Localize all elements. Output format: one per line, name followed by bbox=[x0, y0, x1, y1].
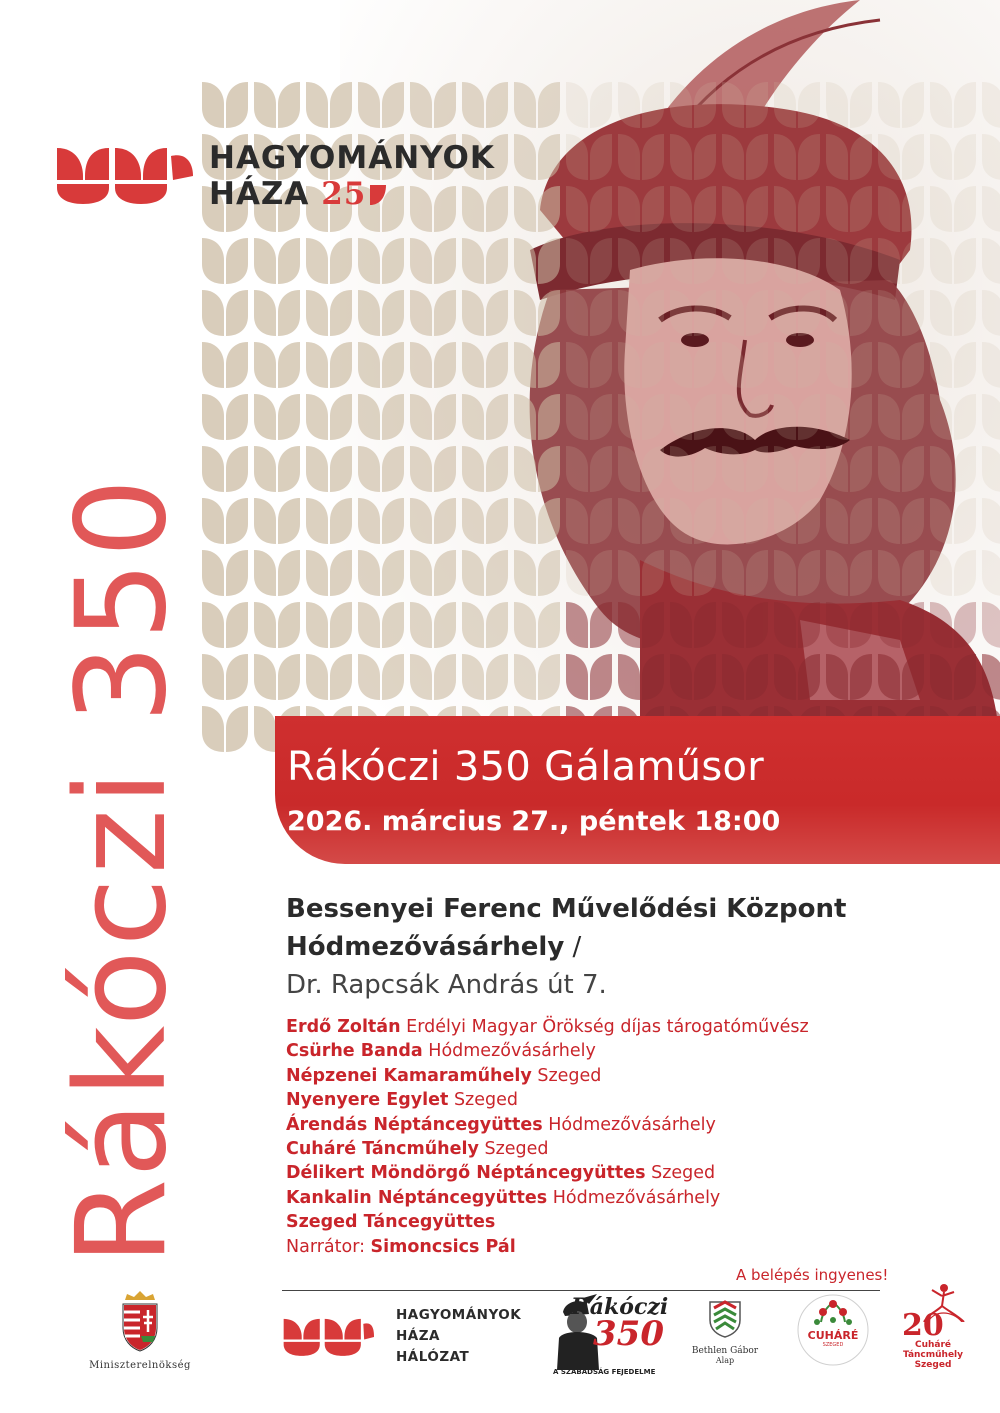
leaf-tile bbox=[618, 446, 664, 492]
leaf-tile bbox=[306, 446, 352, 492]
leaf-tile bbox=[826, 290, 872, 336]
leaf-tile bbox=[202, 394, 248, 440]
venue-block bbox=[286, 890, 846, 1004]
leaf-tile bbox=[358, 602, 404, 648]
leaf-tile bbox=[254, 290, 300, 336]
venue-name: Bessenyei Ferenc Művelődési Központ bbox=[286, 894, 847, 924]
leaf-tile bbox=[306, 342, 352, 388]
leaf-tile bbox=[982, 342, 1000, 388]
leaf-tile bbox=[462, 550, 508, 596]
leaf-tile bbox=[722, 446, 768, 492]
leaf-tile bbox=[410, 654, 456, 700]
leaf-tile bbox=[982, 446, 1000, 492]
list-item: Népzenei Kamaraműhely Szeged bbox=[286, 1065, 602, 1086]
leaf-tile bbox=[566, 238, 612, 284]
list-item: Szeged Táncegyüttes bbox=[286, 1212, 496, 1233]
cuhare-name: CUHÁRÉ bbox=[807, 1329, 859, 1342]
leaf-tile bbox=[878, 550, 924, 596]
leaf-tile bbox=[254, 654, 300, 700]
leaf-tile bbox=[982, 550, 1000, 596]
leaf-tile bbox=[462, 342, 508, 388]
leaf-tile bbox=[566, 654, 612, 700]
leaf-tile bbox=[982, 602, 1000, 648]
venue-address: Dr. Rapcsák András út 7. bbox=[286, 970, 607, 1000]
leaf-tile bbox=[982, 82, 1000, 128]
leaf-tile bbox=[254, 394, 300, 440]
rakoczi-word: Rákóczi bbox=[571, 1294, 669, 1320]
leaf-tile bbox=[514, 446, 560, 492]
tanc-line1: Cuháré bbox=[914, 1340, 952, 1350]
leaf-tile bbox=[982, 238, 1000, 284]
tanc-number: 20 bbox=[902, 1308, 944, 1343]
leaf-tile bbox=[306, 82, 352, 128]
leaf-tile bbox=[462, 238, 508, 284]
leaf-tile bbox=[202, 550, 248, 596]
leaf-tile bbox=[982, 134, 1000, 180]
leaf-tile bbox=[410, 238, 456, 284]
leaf-tile bbox=[306, 498, 352, 544]
leaf-tile bbox=[722, 238, 768, 284]
leaf-tile bbox=[566, 134, 612, 180]
leaf-tile bbox=[254, 550, 300, 596]
leaf-tile bbox=[618, 238, 664, 284]
leaf-tile bbox=[202, 82, 248, 128]
leaf-tile bbox=[514, 290, 560, 336]
leaf-tile bbox=[202, 446, 248, 492]
brand-number: 25 bbox=[321, 176, 367, 212]
leaf-tile bbox=[462, 290, 508, 336]
leaf-tile bbox=[306, 238, 352, 284]
free-entry-note: A belépés ingyenes! bbox=[736, 1266, 889, 1284]
leaf-tile bbox=[826, 602, 872, 648]
leaf-tile bbox=[202, 498, 248, 544]
leaf-tile bbox=[670, 602, 716, 648]
leaf-tile bbox=[930, 290, 976, 336]
leaf-tile bbox=[774, 342, 820, 388]
leaf-tile bbox=[618, 550, 664, 596]
leaf-tile bbox=[254, 342, 300, 388]
leaf-tile bbox=[930, 446, 976, 492]
leaf-tile bbox=[670, 446, 716, 492]
leaf-tile bbox=[618, 82, 664, 128]
ministry-logo bbox=[85, 1290, 195, 1371]
leaf-tile bbox=[878, 498, 924, 544]
leaf-tile bbox=[982, 290, 1000, 336]
leaf-tile bbox=[930, 654, 976, 700]
leaf-tile bbox=[566, 550, 612, 596]
leaf-tile bbox=[202, 290, 248, 336]
leaf-tile bbox=[566, 446, 612, 492]
leaf-tile bbox=[722, 186, 768, 232]
leaf-tile bbox=[410, 550, 456, 596]
cuhare-sub: SZEGED bbox=[822, 1342, 844, 1348]
leaf-tile bbox=[566, 290, 612, 336]
leaf-tile bbox=[878, 82, 924, 128]
leaf-tile bbox=[462, 446, 508, 492]
leaf-tile bbox=[826, 498, 872, 544]
leaf-tile bbox=[462, 394, 508, 440]
leaf-tile bbox=[670, 238, 716, 284]
leaf-tile bbox=[826, 134, 872, 180]
leaf-tile bbox=[566, 342, 612, 388]
leaf-tile bbox=[358, 446, 404, 492]
leaf-tile bbox=[826, 446, 872, 492]
network-line3: HÁLÓZAT bbox=[396, 1349, 470, 1365]
leaf-tile bbox=[670, 550, 716, 596]
leaf-tile bbox=[878, 394, 924, 440]
tanc-line2: Táncműhely bbox=[902, 1350, 964, 1360]
leaf-tile bbox=[514, 186, 560, 232]
leaf-tile bbox=[774, 654, 820, 700]
tanc-line3: Szeged bbox=[914, 1360, 952, 1370]
leaf-tile bbox=[930, 342, 976, 388]
list-item: Cuháré Táncműhely Szeged bbox=[286, 1139, 549, 1160]
leaf-tile bbox=[670, 654, 716, 700]
list-item: Erdő Zoltán Erdélyi Magyar Örökség díjas tárogatóművész bbox=[286, 1017, 809, 1037]
leaf-tile bbox=[514, 238, 560, 284]
bethlen-shield-icon bbox=[708, 1298, 742, 1338]
leaf-tile bbox=[618, 186, 664, 232]
leaf-tile bbox=[722, 394, 768, 440]
rakoczi-sub: A SZABADSÁG FEJEDELME bbox=[553, 1368, 656, 1376]
tulip-leaf-logo-icon bbox=[55, 146, 195, 206]
leaf-tile bbox=[618, 602, 664, 648]
leaf-tile bbox=[254, 446, 300, 492]
leaf-tile bbox=[878, 654, 924, 700]
leaf-tile bbox=[826, 186, 872, 232]
leaf-tile bbox=[722, 498, 768, 544]
leaf-tile bbox=[826, 342, 872, 388]
leaf-tile bbox=[618, 394, 664, 440]
leaf-tile bbox=[930, 602, 976, 648]
leaf-tile bbox=[878, 446, 924, 492]
leaf-tile bbox=[462, 654, 508, 700]
leaf-tile bbox=[826, 394, 872, 440]
event-banner bbox=[275, 716, 1000, 864]
leaf-tile bbox=[774, 550, 820, 596]
leaf-tile bbox=[202, 602, 248, 648]
leaf-tile bbox=[982, 498, 1000, 544]
leaf-tile bbox=[410, 446, 456, 492]
network-logo bbox=[282, 1305, 521, 1368]
leaf-tile bbox=[618, 498, 664, 544]
leaf-tile bbox=[566, 394, 612, 440]
leaf-tile bbox=[410, 290, 456, 336]
leaf-tile bbox=[722, 602, 768, 648]
narrator-line: Narrátor: Simoncsics Pál bbox=[286, 1236, 516, 1257]
leaf-tile bbox=[774, 238, 820, 284]
leaf-tile bbox=[306, 290, 352, 336]
list-item: Csürhe Banda Hódmezővásárhely bbox=[286, 1041, 596, 1062]
ministry-label: Miniszterelnökség bbox=[89, 1360, 191, 1371]
leaf-tile bbox=[358, 394, 404, 440]
leaf-tile bbox=[774, 134, 820, 180]
leaf-tile bbox=[514, 342, 560, 388]
leaf-tile bbox=[722, 290, 768, 336]
list-item: Nyenyere Egylet Szeged bbox=[286, 1090, 518, 1111]
leaf-tile bbox=[826, 82, 872, 128]
leaf-tile bbox=[618, 290, 664, 336]
leaf-tile bbox=[878, 290, 924, 336]
leaf-tile bbox=[254, 82, 300, 128]
leaf-tile bbox=[722, 134, 768, 180]
brand-line2: HÁZA bbox=[209, 176, 310, 212]
leaf-tile bbox=[722, 342, 768, 388]
list-item: Árendás Néptáncegyüttes Hódmezővásárhely bbox=[286, 1114, 716, 1135]
leaf-tile bbox=[826, 550, 872, 596]
leaf-tile bbox=[982, 654, 1000, 700]
list-item: Kankalin Néptáncegyüttes Hódmezővásárhely bbox=[286, 1187, 721, 1208]
leaf-tile bbox=[306, 602, 352, 648]
footer-divider bbox=[282, 1290, 880, 1291]
leaf-tile bbox=[254, 238, 300, 284]
leaf-tile bbox=[462, 602, 508, 648]
network-line2: HÁZA bbox=[396, 1328, 440, 1344]
leaf-tile bbox=[202, 706, 248, 752]
leaf-tile bbox=[410, 394, 456, 440]
leaf-tile bbox=[774, 290, 820, 336]
leaf-tile bbox=[358, 290, 404, 336]
rakoczi-number: 350 bbox=[593, 1314, 664, 1354]
leaf-tile bbox=[306, 394, 352, 440]
hungarian-coat-of-arms-icon bbox=[115, 1290, 165, 1352]
leaf-tile bbox=[930, 134, 976, 180]
leaf-tile bbox=[566, 186, 612, 232]
leaf-tile bbox=[514, 134, 560, 180]
leaf-tile bbox=[514, 82, 560, 128]
leaf-tile bbox=[670, 498, 716, 544]
leaf-tile bbox=[410, 82, 456, 128]
leaf-tile bbox=[670, 290, 716, 336]
leaf-tile bbox=[774, 602, 820, 648]
rakoczi-350-logo bbox=[553, 1292, 669, 1382]
leaf-tile bbox=[410, 342, 456, 388]
leaf-tile bbox=[878, 342, 924, 388]
performers-list bbox=[286, 1015, 809, 1259]
leaf-tile bbox=[254, 602, 300, 648]
leaf-tile bbox=[358, 654, 404, 700]
leaf-tile bbox=[202, 654, 248, 700]
leaf-tile bbox=[202, 238, 248, 284]
network-line1: HAGYOMÁNYOK bbox=[396, 1307, 522, 1323]
leaf-tile bbox=[670, 82, 716, 128]
leaf-tile bbox=[462, 82, 508, 128]
bethlen-line1: Bethlen Gábor bbox=[691, 1346, 759, 1356]
event-title: Rákóczi 350 Gálaműsor bbox=[287, 744, 765, 790]
leaf-tile bbox=[202, 342, 248, 388]
leaf-tile bbox=[774, 446, 820, 492]
vertical-title: Rákóczi 350 bbox=[50, 474, 194, 1265]
bethlen-gabor-logo bbox=[690, 1298, 760, 1365]
leaf-tile bbox=[826, 238, 872, 284]
leaf-tile bbox=[878, 186, 924, 232]
leaf-tile bbox=[306, 654, 352, 700]
leaf-tile bbox=[930, 498, 976, 544]
leaf-tile bbox=[722, 654, 768, 700]
leaf-tile bbox=[774, 82, 820, 128]
bethlen-line2: Alap bbox=[715, 1356, 735, 1365]
leaf-tile bbox=[358, 550, 404, 596]
leaf-tile bbox=[670, 394, 716, 440]
leaf-tile bbox=[930, 394, 976, 440]
venue-separator: / bbox=[564, 932, 582, 962]
leaf-tile bbox=[774, 186, 820, 232]
venue-city: Hódmezővásárhely bbox=[286, 932, 565, 962]
leaf-tile bbox=[722, 550, 768, 596]
leaf-tile bbox=[618, 654, 664, 700]
list-item: Délikert Möndörgő Néptáncegyüttes Szeged bbox=[286, 1163, 716, 1184]
tulip-leaf-logo-icon bbox=[282, 1317, 374, 1357]
leaf-tile bbox=[566, 82, 612, 128]
leaf-tile bbox=[982, 186, 1000, 232]
leaf-tile bbox=[358, 82, 404, 128]
leaf-tile bbox=[618, 342, 664, 388]
leaf-tile bbox=[774, 394, 820, 440]
leaf-tile bbox=[358, 238, 404, 284]
leaf-tile bbox=[410, 498, 456, 544]
leaf-tile bbox=[878, 238, 924, 284]
leaf-tile bbox=[514, 394, 560, 440]
leaf-tile bbox=[618, 134, 664, 180]
leaf-tile bbox=[358, 342, 404, 388]
leaf-tile bbox=[358, 498, 404, 544]
leaf-tile bbox=[722, 82, 768, 128]
leaf-tile bbox=[930, 82, 976, 128]
leaf-tile bbox=[566, 498, 612, 544]
leaf-tile bbox=[670, 134, 716, 180]
leaf-tile bbox=[670, 186, 716, 232]
leaf-tile bbox=[514, 654, 560, 700]
leaf-tile bbox=[826, 654, 872, 700]
leaf-tile bbox=[878, 134, 924, 180]
brand-line1: HAGYOMÁNYOK bbox=[209, 140, 495, 176]
leaf-tile bbox=[930, 238, 976, 284]
leaf-tile bbox=[514, 498, 560, 544]
leaf-tile bbox=[774, 498, 820, 544]
leaf-tile bbox=[566, 602, 612, 648]
leaf-tile bbox=[462, 498, 508, 544]
leaf-tile bbox=[670, 342, 716, 388]
hagyomanyok-haza-logo bbox=[55, 140, 495, 212]
leaf-tile bbox=[514, 602, 560, 648]
leaf-tile bbox=[982, 394, 1000, 440]
cuhare-tancmuhely-logo bbox=[898, 1282, 968, 1377]
cuhare-logo bbox=[795, 1292, 871, 1368]
leaf-tile bbox=[410, 602, 456, 648]
leaf-tile bbox=[878, 602, 924, 648]
leaf-tile bbox=[514, 550, 560, 596]
small-leaf-icon bbox=[369, 184, 387, 206]
leaf-tile bbox=[930, 550, 976, 596]
leaf-tile bbox=[930, 186, 976, 232]
leaf-tile bbox=[254, 498, 300, 544]
event-datetime: 2026. március 27., péntek 18:00 bbox=[287, 806, 781, 837]
leaf-tile bbox=[306, 550, 352, 596]
